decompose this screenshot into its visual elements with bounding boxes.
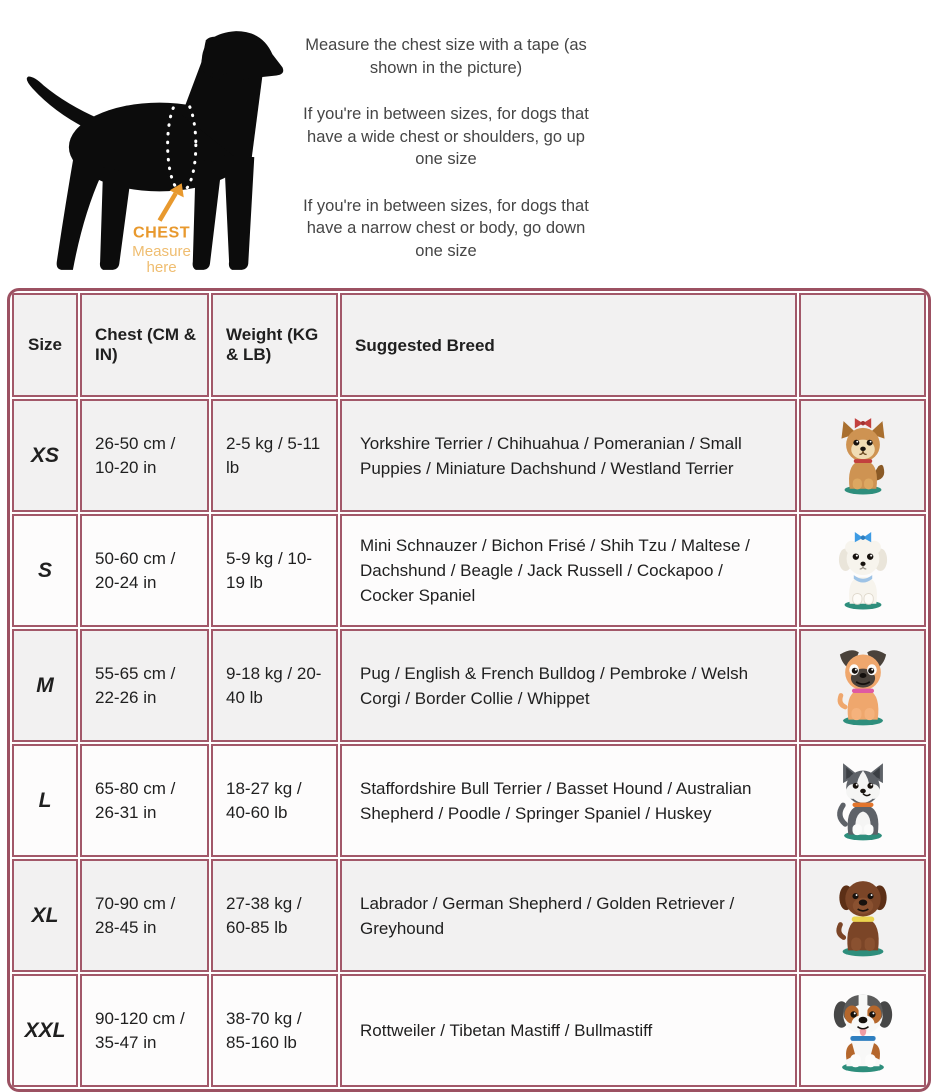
instruction-paragraph-1: Measure the chest size with a tape (as shown in the picture) — [305, 36, 587, 77]
breed-list: Labrador / German Shepherd / Golden Retriever / Greyhound — [340, 859, 797, 972]
chest-value: 70-90 cm / 28-45 in — [80, 859, 209, 972]
breed-list: Staffordshire Bull Terrier / Basset Hound / Australian Shepherd / Poodle / Springer Spaniel / Huskey — [340, 744, 797, 857]
size-value: XL — [12, 859, 78, 972]
header-image-column — [799, 293, 926, 397]
header-breed: Suggested Breed — [340, 293, 797, 397]
chest-value: 90-120 cm / 35-47 in — [80, 974, 209, 1087]
table-row-s — [12, 514, 926, 627]
size-value: XS — [12, 399, 78, 512]
chest-label: CHEST — [133, 223, 191, 242]
measure-here-label-line2: here — [146, 258, 177, 276]
breed-image-cell — [799, 859, 926, 972]
measurement-instructions — [292, 34, 600, 286]
chest-value: 26-50 cm / 10-20 in — [80, 399, 209, 512]
measurement-guide-section — [0, 0, 934, 286]
breed-image-cell — [799, 629, 926, 742]
breed-image-cell — [799, 399, 926, 512]
breed-list: Yorkshire Terrier / Chihuahua / Pomeranian / Small Puppies / Miniature Dachshund / Westland Terrier — [340, 399, 797, 512]
table-row-xs — [12, 399, 926, 512]
pug-icon — [825, 644, 901, 728]
table-row-l — [12, 744, 926, 857]
labrador-icon — [825, 873, 901, 959]
weight-value: 38-70 kg / 85-160 lb — [211, 974, 338, 1087]
size-value: L — [12, 744, 78, 857]
chest-value: 50-60 cm / 20-24 in — [80, 514, 209, 627]
table-row-m — [12, 629, 926, 742]
weight-value: 18-27 kg / 40-60 lb — [211, 744, 338, 857]
breed-list: Mini Schnauzer / Bichon Frisé / Shih Tzu / Maltese / Dachshund / Beagle / Jack Russell / Cockapoo / Cocker Spaniel — [340, 514, 797, 627]
dog-measurement-illustration — [8, 16, 296, 280]
weight-value: 5-9 kg / 10-19 lb — [211, 514, 338, 627]
breed-list: Pug / English & French Bulldog / Pembroke / Welsh Corgi / Border Collie / Whippet — [340, 629, 797, 742]
instruction-paragraph-2: If you're in between sizes, for dogs that have a wide chest or shoulders, go up one size — [303, 105, 589, 168]
chest-value: 65-80 cm / 26-31 in — [80, 744, 209, 857]
size-chart-table-container — [7, 288, 931, 1092]
weight-value: 27-38 kg / 60-85 lb — [211, 859, 338, 972]
breed-image-cell — [799, 744, 926, 857]
size-value: M — [12, 629, 78, 742]
table-row-xl — [12, 859, 926, 972]
breed-list: Rottweiler / Tibetan Mastiff / Bullmastiff — [340, 974, 797, 1087]
measure-here-label-line1: Measure — [132, 242, 191, 260]
weight-value: 2-5 kg / 5-11 lb — [211, 399, 338, 512]
size-chart-table — [10, 291, 928, 1089]
breed-image-cell — [799, 514, 926, 627]
header-chest: Chest (CM & IN) — [80, 293, 209, 397]
size-value: S — [12, 514, 78, 627]
yorkshire-terrier-icon — [827, 415, 899, 497]
table-row-xxl — [12, 974, 926, 1087]
chest-value: 55-65 cm / 22-26 in — [80, 629, 209, 742]
header-size: Size — [12, 293, 78, 397]
dog-silhouette-icon — [8, 16, 296, 280]
instruction-paragraph-3: If you're in between sizes, for dogs that have a narrow chest or body, go down one size — [303, 196, 589, 260]
weight-value: 9-18 kg / 20-40 lb — [211, 629, 338, 742]
breed-image-cell — [799, 974, 926, 1087]
husky-icon — [826, 759, 900, 843]
header-row — [12, 293, 926, 397]
size-value: XXL — [12, 974, 78, 1087]
saint-bernard-icon — [823, 987, 903, 1075]
header-weight: Weight (KG & LB) — [211, 293, 338, 397]
maltese-dog-icon — [827, 530, 899, 612]
